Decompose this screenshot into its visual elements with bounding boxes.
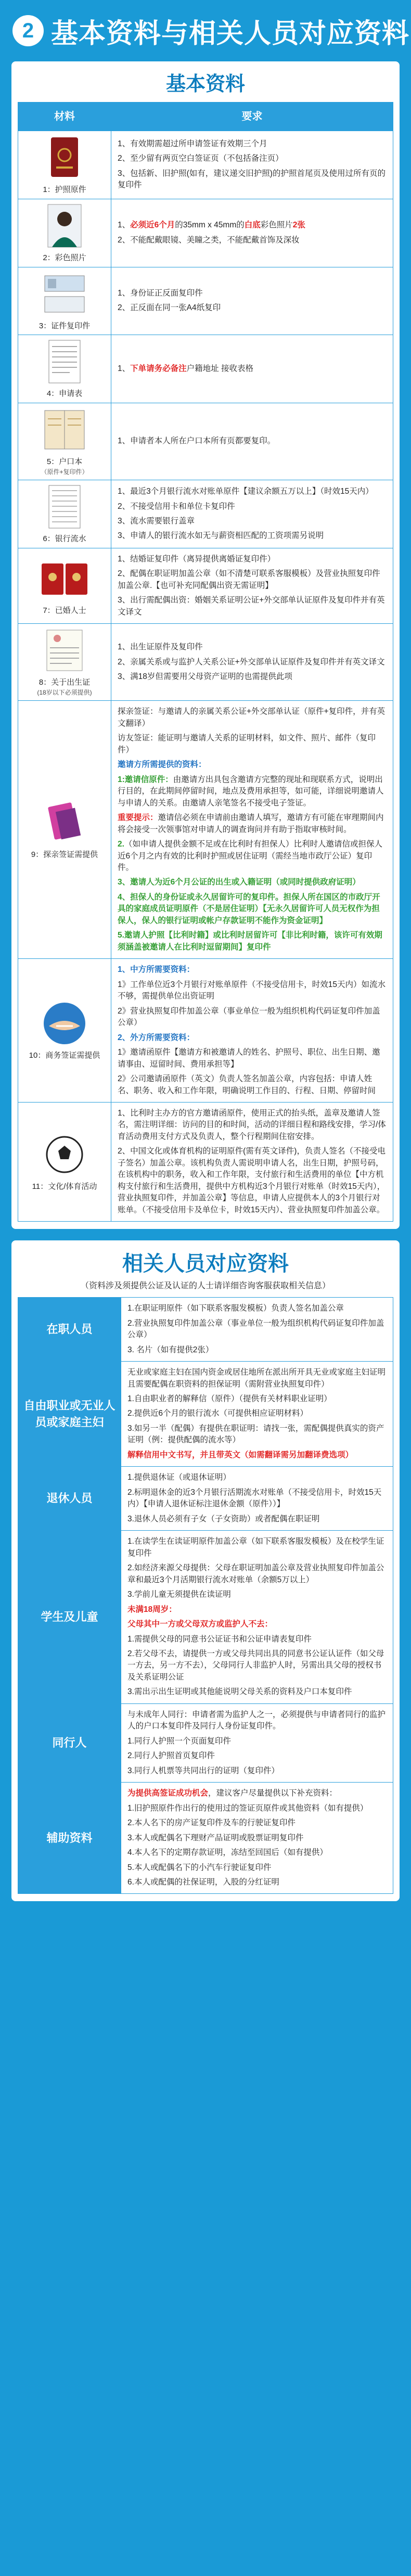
requirement-text: 1、中方所需要资料：	[118, 965, 195, 975]
requirement-cell	[111, 267, 393, 335]
requirement-text: 2、不接受信用卡和单位卡复印件	[118, 502, 235, 511]
requirement-text: 6.本人或配偶的社保证明，入股的分红证明	[127, 1878, 279, 1887]
requirement-text: 1.需提供父母的同意书公证证书和公证申请表复印件	[127, 1634, 312, 1644]
material-label: 2：彩色照片	[43, 253, 86, 262]
passport-icon	[33, 134, 96, 181]
requirement-text: 的35mm x 45mm的	[175, 221, 245, 230]
requirement-text: 父母其中一方或父母双方或监护人不去：	[127, 1620, 273, 1629]
material-cell	[18, 403, 111, 480]
requirement-line	[127, 1393, 387, 1405]
requirement-text: 1.在读学生在读证明原件加盖公章（如下联系客服发模板）及在校学生证复印件	[127, 1537, 384, 1558]
requirement-line	[127, 1450, 387, 1461]
id-card-icon	[33, 271, 96, 317]
sports-culture-icon	[33, 1131, 96, 1178]
requirement-text: 探亲签证：与邀请人的亲属关系公证+外交部单认证（原件+复印件，并有英文翻译）	[118, 707, 386, 728]
requirement-text: 1.提供退休证（或退休证明）	[127, 1473, 231, 1482]
requirement-line	[118, 530, 387, 542]
material-cell	[18, 267, 111, 335]
requirement-text: 2、正反面在同一张A4纸复印	[118, 303, 221, 313]
material-label: 9：探亲签证需提供	[31, 850, 98, 859]
page-header	[0, 0, 411, 61]
requirement-line	[127, 1832, 387, 1844]
requirement-line	[127, 1487, 387, 1510]
person-category-label: 退休人员	[18, 1467, 121, 1531]
material-row	[18, 959, 393, 1103]
requirement-text: 未满18周岁：	[127, 1605, 177, 1614]
material-cell	[18, 624, 111, 701]
material-cell	[18, 701, 111, 959]
material-cell	[18, 1102, 111, 1221]
requirement-text: 2、不能配戴眼镜、美瞳之类，不能配戴首饰及深妆	[118, 235, 300, 245]
requirement-text: 2.标明退休金的近3个月银行活期流水对账单（不接受信用卡，时效15天内）【申请人退休证标注退休金额（原件））】	[127, 1488, 382, 1509]
requirement-line	[118, 642, 387, 653]
requirement-line	[118, 657, 387, 668]
requirement-text: 必须近6个月	[130, 221, 175, 230]
requirement-text: 5.邀请人护照【比利时籍】或比利时居留许可【非比利时籍，该许可有效期须涵盖被邀请人在比利时逗留期间】复印件	[118, 931, 382, 952]
marriage-certificate-icon	[33, 555, 96, 602]
requirement-text: 2.营业执照复印件加盖公章（事业单位一般为组织机构代码证复印件加盖公章）	[127, 1318, 384, 1340]
material-sublabel: （原件+复印件）	[41, 468, 88, 476]
requirement-line	[118, 877, 387, 888]
material-row	[18, 701, 393, 959]
material-label: 1：护照原件	[43, 185, 86, 194]
requirement-text: 邀请方所需提供的资料：	[118, 760, 207, 770]
person-category-label: 同行人	[18, 1703, 121, 1782]
requirement-text: 2》公司邀请函原件（英文）负责人签名加盖公章，内容包括：申请人姓名、职务、收入和工作年限，明确说明工作目的、行程、日期、停留时间	[118, 1074, 376, 1095]
requirement-cell	[111, 624, 393, 701]
requirement-line	[118, 220, 387, 231]
person-category-label: 自由职业或无业人员或家庭主妇	[18, 1362, 121, 1467]
basic-materials-table	[18, 102, 393, 1222]
household-register-icon	[33, 406, 96, 453]
requirement-cell	[111, 701, 393, 959]
person-category-row	[18, 1783, 393, 1894]
requirement-line	[118, 516, 387, 527]
application-form-icon	[33, 338, 96, 385]
requirement-text: 2.提供近6个月的银行流水（可提供相应证明材料）	[127, 1409, 309, 1418]
requirement-line	[127, 1367, 387, 1390]
requirement-text: 5.本人或配偶名下的小汽车行驶证复印件	[127, 1863, 272, 1872]
requirement-text: 1.旧护照原件作出行的使用过的签证页原件或其他资料（如有提供）	[127, 1803, 368, 1813]
material-label: 7：已婚人士	[43, 606, 86, 616]
material-row	[18, 335, 393, 403]
requirement-text: 彩色照片	[260, 221, 293, 230]
requirement-text: 由邀请方出具包含邀请方完整的现址和现联系方式，说明出行目的，在此期间停留时间，地点及费用承担等，如可能，详细说明邀请人与申请人的关系。由邀请人亲笔签名不接受电子签证。	[118, 775, 384, 808]
requirement-text: 2、亲属关系或与监护人关系公证+外交部单认证原件及复印件并有英文译文	[118, 657, 385, 667]
requirement-text: 2.	[118, 840, 124, 849]
person-category-row	[18, 1298, 393, 1362]
requirement-line	[127, 1709, 387, 1733]
requirement-text: 3、申请人的银行流水如无与薪资相匹配的工资项需另说明	[118, 531, 324, 541]
requirement-cell	[111, 199, 393, 267]
requirement-text: 2、至少留有两页空白签证页（不包括备注页）	[118, 154, 284, 163]
requirement-text: 2.同行人护照首页复印件	[127, 1751, 215, 1761]
requirement-text: 3.如另一半（配偶）有提供在职证明：请找一张，需配偶提供真实的资产证明（例：提供配偶的流水等）	[127, 1424, 384, 1445]
requirement-text: 1》邀请函原件【邀请方和被邀请人的姓名、护照号、职位、出生日期、邀请事由、逗留时间、费用承担等】	[118, 1048, 380, 1069]
requirement-text: 1、最近3个月银行流水对账单原件【建议余额五万以上】（时效15天内）	[118, 487, 374, 496]
material-label: 10：商务签证需提供	[29, 1050, 100, 1060]
requirement-line	[127, 1303, 387, 1314]
person-category-label: 辅助资料	[18, 1783, 121, 1894]
requirement-text: ，建议客户尽量提供以下补充资料：	[208, 1789, 338, 1798]
related-persons-subtitle: （资料涉及须提供公证及认证的人士请详细咨询客服获取相关信息）	[80, 1281, 330, 1291]
requirement-line	[118, 706, 387, 729]
related-persons-title: 相关人员对应资料	[122, 1252, 289, 1275]
person-requirement-cell	[121, 1362, 393, 1467]
related-persons-table	[18, 1297, 393, 1894]
requirement-line	[118, 1047, 387, 1070]
related-persons-panel	[11, 1240, 400, 1901]
material-row	[18, 267, 393, 335]
requirement-line	[127, 1803, 387, 1814]
requirement-text: 4、担保人的身份证或永久居留许可的复印件。担保人所在国区的市政厅开具的家庭成员证明原件（不是居住证明）【无永久居留许可人员无权作为担保人，保人的银行证明或帐户存款证明不能作为资金证明】	[118, 892, 380, 925]
requirement-text: （如申请人提供金额不足或在比利时有担保人）比利时人邀请信或担保人近6个月之内有效的比利时护照或居住证明（需经当地市政厅公证）复印件。	[118, 840, 382, 872]
material-row	[18, 131, 393, 199]
requirement-cell	[111, 403, 393, 480]
requirement-line	[127, 1817, 387, 1829]
requirement-text: 2.如经济来源父母提供：父母在职证明加盖公章及营业执照复印件加盖公章和最近3个月活期银行流水对账单（余额5万以上）	[127, 1563, 384, 1584]
requirement-line	[118, 568, 387, 592]
material-label: 8：关于出生证	[38, 678, 91, 687]
requirement-line	[127, 1736, 387, 1747]
requirement-text: 户籍地址 接收表格	[186, 364, 253, 373]
material-cell	[18, 959, 111, 1103]
requirement-text: 与未成年人同行：申请者需为监护人之一，必须提供与申请者同行的监护人的户口本复印件及同行人身份证复印件。	[127, 1710, 386, 1731]
person-category-row	[18, 1362, 393, 1467]
material-label: 11：文化/体育活动	[32, 1182, 97, 1191]
requirement-line	[118, 595, 387, 618]
requirement-line	[127, 1344, 387, 1356]
material-label: 5：户口本	[46, 457, 83, 466]
requirement-line	[127, 1318, 387, 1341]
basic-materials-title: 基本资料	[165, 73, 245, 95]
requirement-text: 2、外方所需要资料：	[118, 1033, 195, 1042]
requirement-text: 重要提示：	[118, 813, 158, 823]
business-handshake-icon	[33, 1000, 96, 1047]
requirement-text: 1、有效期需超过所申请签证有效期三个月	[118, 139, 267, 148]
requirement-text: 3.需出示出生证明或其他能说明父母关系的资料及户口本复印件	[127, 1687, 352, 1697]
requirement-cell	[111, 959, 393, 1103]
requirement-line	[118, 1032, 387, 1044]
visit-invitation-icon	[33, 799, 96, 846]
requirement-line	[118, 363, 387, 375]
requirement-text: 1、身份证正反面复印件	[118, 288, 203, 298]
requirement-line	[118, 812, 387, 836]
requirement-line	[127, 1619, 387, 1630]
person-requirement-cell	[121, 1467, 393, 1531]
requirement-cell	[111, 548, 393, 623]
material-label: 3：证件复印件	[38, 321, 91, 330]
requirement-text: 为	[127, 1789, 136, 1798]
requirement-line	[118, 759, 387, 771]
requirement-text: 3、邀请人为近6个月公证的出生或入籍证明（或同时提供政府证明）	[118, 878, 361, 887]
material-row	[18, 1102, 393, 1221]
material-row	[18, 548, 393, 623]
birth-certificate-icon	[33, 627, 96, 674]
requirement-text: 1.自由职业者的解释信（原件）（提供有关材料职业证明）	[127, 1394, 332, 1403]
person-requirement-cell	[121, 1531, 393, 1704]
person-requirement-cell	[121, 1298, 393, 1362]
requirement-text: 解释信用中文书写，并且带英文（如需翻译需另加翻译费选项）	[127, 1450, 354, 1459]
requirement-line	[118, 1006, 387, 1029]
requirement-cell	[111, 480, 393, 548]
requirement-line	[127, 1604, 387, 1616]
requirement-line	[118, 930, 387, 953]
requirement-line	[127, 1514, 387, 1525]
table-header-row	[18, 102, 393, 131]
requirement-line	[118, 839, 387, 874]
requirement-column-header: 要求	[111, 102, 393, 131]
requirement-line	[127, 1750, 387, 1762]
requirement-line	[127, 1877, 387, 1888]
requirement-text: 3.学前儿童无须提供在读证明	[127, 1590, 231, 1599]
requirement-text: 无业或家庭主妇在国内资金或居住地所在派出所开具无业或家庭主妇证明且需要配偶在职资料的担保证明（需附营业执照复印件）	[127, 1368, 386, 1389]
requirement-text: 1》工作单位近3个月银行对账单原件（不接受信用卡，时效15天内）如流水不够，需提供单位出资证明	[118, 980, 386, 1001]
requirement-line	[127, 1423, 387, 1446]
requirement-line	[118, 554, 387, 565]
page-title: 基本资料与相关人员对应资料	[51, 18, 410, 49]
requirement-text: 2.若父母不去，请提供一方或父母共同出具的同意书公证认证件（如父母一方去，另一方不去），父母同行人非监护人时，另需出具父母的授权书及关系证明公证	[127, 1649, 384, 1682]
requirement-text: 3.同行人机票等共同出行的证明（复印件）	[127, 1766, 279, 1775]
requirement-line	[118, 1108, 387, 1143]
requirement-line	[118, 235, 387, 246]
requirement-line	[118, 138, 387, 150]
person-category-label: 学生及儿童	[18, 1531, 121, 1704]
bank-statement-icon	[33, 483, 96, 530]
requirement-line	[118, 964, 387, 976]
requirement-line	[127, 1408, 387, 1419]
requirement-line	[127, 1472, 387, 1483]
requirement-text: 3、出行需配偶出资：婚姻关系证明公证+外交部单认证原件及复印件并有英文译文	[118, 596, 385, 617]
person-category-row	[18, 1531, 393, 1704]
requirement-text: 3、包括新、旧护照(如有，建议递交旧护照)的护照首尾页及使用过所有页的复印件	[118, 169, 386, 190]
material-cell	[18, 131, 111, 199]
requirement-text: 3、满18岁但需要用父母资产证明的也需提供此项	[118, 672, 292, 682]
section-number-badge: 2	[12, 15, 44, 46]
requirement-line	[118, 892, 387, 927]
requirement-line	[118, 486, 387, 497]
requirement-cell	[111, 1102, 393, 1221]
material-row	[18, 480, 393, 548]
material-label: 6：银行流水	[43, 534, 86, 544]
person-requirement-cell	[121, 1703, 393, 1782]
requirement-text: 1.在职证明原件（如下联系客服发模板）负责人签名加盖公章	[127, 1304, 344, 1313]
requirement-text: 2张	[292, 221, 305, 230]
requirement-line	[118, 733, 387, 756]
person-category-label: 在职人员	[18, 1298, 121, 1362]
requirement-text: 访友签证：能证明与邀请人关系的证明材料，如文件、照片、邮件（复印件）	[118, 734, 376, 754]
requirement-text: 2.本人名下的房产证复印件及车的行驶证复印件	[127, 1818, 296, 1828]
material-row	[18, 403, 393, 480]
requirement-line	[127, 1862, 387, 1874]
requirement-text: 下单请务必备注	[130, 364, 187, 373]
requirement-line	[118, 774, 387, 809]
material-cell	[18, 548, 111, 623]
requirement-line	[127, 1589, 387, 1600]
requirement-text: 1、申请者本人所在户口本所有页都要复印。	[118, 437, 276, 446]
requirement-text: 4.本人名下的定期存款证明，冻结至回国后（如有提供）	[127, 1848, 328, 1857]
person-requirement-cell	[121, 1783, 393, 1894]
requirement-line	[118, 168, 387, 191]
requirement-text: 2、中国文化或体育机构的证明原件(需有英文译件)，负责人签名（不接受电子签名）加盖公章。该机构负责人需说明申请人名，出生日期，护照号码，在该机构中的职务，收入和工作年限，支付旅行和生活费用的单位【中方机构支付旅行和生活费用，提供中方机构近3个月银行对账单（时效15天内），营业执照复印件，并加盖公章】等信息，申请人应提供本人的3个月银行对账单。（不接受信用卡及单位卡，时效15天内）、营业执照复印件加盖公章。	[118, 1147, 386, 1214]
requirement-line	[118, 302, 387, 314]
requirement-text: 3.本人或配偶名下理财产品证明或股票证明复印件	[127, 1833, 304, 1842]
requirement-text: 提供高签证成功机会	[135, 1789, 209, 1798]
requirement-cell	[111, 131, 393, 199]
requirement-text: 3.退休人员必须有子女（子女资助）或者配偶在职证明	[127, 1514, 320, 1523]
requirement-text: 邀请信必须在申请前由邀请人填写，邀请方有可能在审理期间内将会接受一次领事馆对申请人的调查询问并有助于指取审核时间。	[118, 813, 384, 834]
requirement-line	[127, 1562, 387, 1586]
material-column-header: 材料	[18, 102, 111, 131]
material-cell	[18, 480, 111, 548]
requirement-text: 1:邀请信原件：	[118, 775, 173, 784]
material-row	[18, 624, 393, 701]
person-category-row	[18, 1467, 393, 1531]
requirement-text: 白底	[244, 221, 261, 230]
requirement-line	[127, 1634, 387, 1645]
requirement-line	[118, 1146, 387, 1216]
material-sublabel: (18岁以下必须提供)	[37, 688, 92, 696]
requirement-line	[118, 671, 387, 683]
requirement-text: 3. 名片（如有提供2张）	[127, 1345, 214, 1354]
person-category-row	[18, 1703, 393, 1782]
requirement-line	[118, 435, 387, 447]
requirement-text: 1、	[118, 221, 131, 230]
material-label: 4：申请表	[46, 389, 83, 399]
requirement-text: 3、流水需要银行盖章	[118, 517, 195, 526]
requirement-line	[118, 979, 387, 1003]
requirement-line	[118, 153, 387, 164]
requirement-cell	[111, 335, 393, 403]
requirement-line	[127, 1788, 387, 1799]
material-row	[18, 199, 393, 267]
requirement-text: 1、比利时主办方的官方邀请函原件，使用正式的抬头纸，盖章及邀请人签名，需注明详细：访问的目的和时间，活动的详细日程和路线安排，学习/体育活动费用支付方式及负责人，整个行程期间住宿安排。	[118, 1108, 386, 1141]
photo-icon	[33, 202, 96, 249]
requirement-text: 1.同行人护照一个页面复印件	[127, 1736, 231, 1746]
requirement-line	[127, 1536, 387, 1559]
requirement-text: 1、结婚证复印件（离异提供离婚证复印件）	[118, 554, 276, 563]
requirement-line	[118, 1073, 387, 1097]
basic-materials-panel	[11, 61, 400, 1229]
requirement-line	[127, 1765, 387, 1777]
requirement-line	[127, 1648, 387, 1683]
material-cell	[18, 199, 111, 267]
requirement-line	[127, 1847, 387, 1859]
requirement-line	[118, 288, 387, 299]
requirement-text: 1、	[118, 364, 131, 373]
material-cell	[18, 335, 111, 403]
requirement-line	[127, 1686, 387, 1698]
requirement-text: 2、配偶在职证明加盖公章（如不清楚可联系客服模板）及营业执照复印件加盖公章.【也可补充同配偶出资无需证明】	[118, 569, 380, 590]
requirement-text: 2》营业执照复印件加盖公章（事业单位一般为组织机构代码证复印件加盖公章）	[118, 1006, 380, 1028]
requirement-line	[118, 501, 387, 512]
requirement-text: 1、出生证原件及复印件	[118, 643, 203, 652]
